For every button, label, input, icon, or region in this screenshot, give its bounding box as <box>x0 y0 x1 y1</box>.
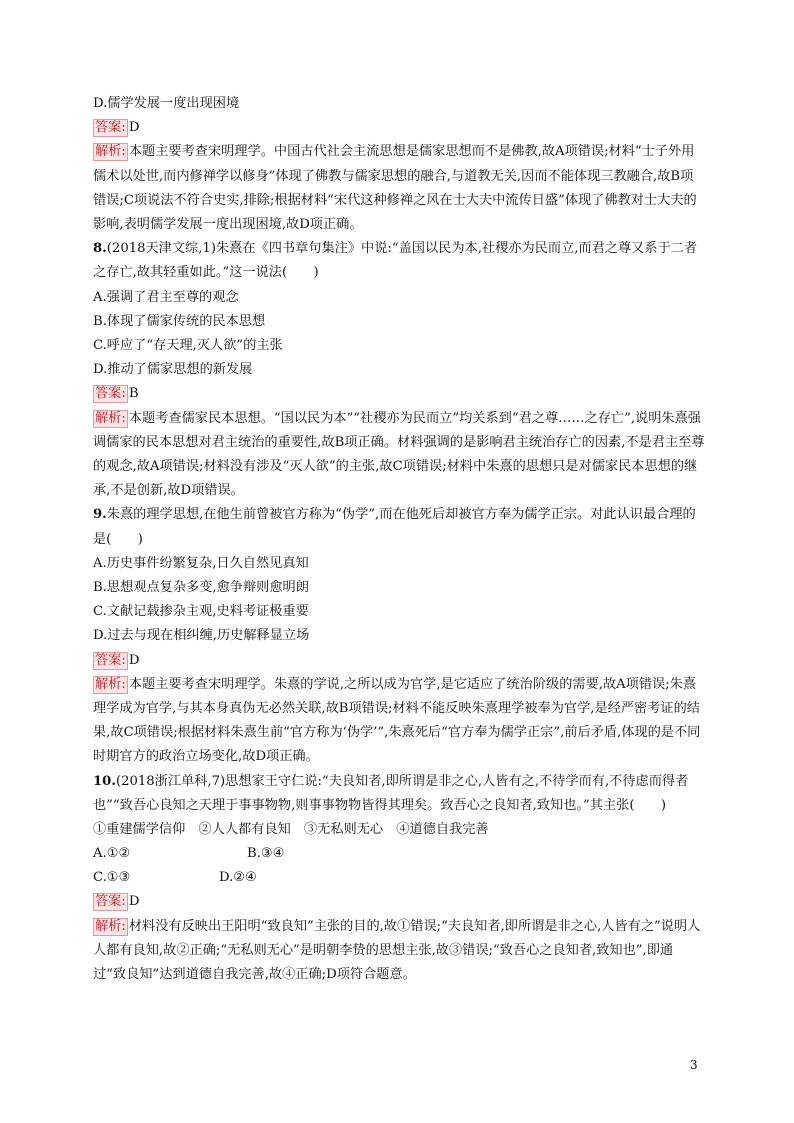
q9-answer <box>93 649 705 673</box>
answer-tag: 答案: <box>95 386 126 402</box>
q10-statements: ①重建儒学信仰 ②人人都有良知 ③无私则无心 ④道德自我完善 <box>93 821 489 837</box>
q8-option-b: B.体现了儒家传统的民本思想 <box>93 313 266 329</box>
answer-value: B <box>128 386 139 402</box>
analysis-tag: 解析: <box>95 918 126 934</box>
q9-option-b: B.思想观点复杂多变,愈争辩则愈明朗 <box>93 579 309 595</box>
q9-stem <box>93 503 705 551</box>
q7-analysis <box>93 140 705 237</box>
answer-tag: 答案: <box>95 120 126 136</box>
q10-option-b: B.③④ <box>247 846 285 862</box>
answer-value: D <box>128 120 140 136</box>
question-number: 10. <box>93 773 116 789</box>
question-number: 8. <box>93 241 107 257</box>
answer-value: D <box>128 894 140 910</box>
q10-option-d: D.②④ <box>219 870 257 886</box>
q8-stem <box>93 237 705 285</box>
q10-option-c: C.①③ <box>93 870 131 886</box>
analysis-text: 本题主要考查宋明理学。朱熹的学说,之所以成为官学,是它适应了统治阶级的需要,故A项错误;朱熹理学成为官学,与其本身真伪无必然关联,故B项错误;材料不能反映朱熹理学被奉为官学,是经严密考证的结果,故C项错误;根据材料朱熹生前“官方称为‘伪学’”,朱熹死后“官方奉为儒学正宗”,前后矛盾,体现的是不同时期官方的政治立场变化,故D项正确。 <box>93 676 701 765</box>
question-text: (2018天津文综,1)朱熹在《四书章句集注》中说:“盖国以民为本,社稷亦为民而立,而君之尊又系于二者之存亡,故其轻重如此。”这一说法( ) <box>93 241 698 281</box>
q9-option-c: C.文献记载掺杂主观,史料考证极重要 <box>93 604 309 620</box>
q7-answer <box>93 116 705 140</box>
document-page <box>93 92 705 987</box>
q10-options-cd <box>93 866 705 890</box>
q10-analysis <box>93 915 705 988</box>
answer-tag: 答案: <box>95 894 126 910</box>
q7-option-d: D.儒学发展一度出现困境 <box>93 96 240 111</box>
analysis-tag: 解析: <box>95 676 126 692</box>
q10-option-a: A.①② <box>93 846 131 862</box>
analysis-text: 本题考查儒家民本思想。“国以民为本”“社稷亦为民而立”均关系到“君之尊……之存亡”,说明朱熹强调儒家的民本思想对君主统治的重要性,故B项正确。材料强调的是影响君主统治存亡的因素,不是君主至尊的观念,故A项错误;材料没有涉及“灭人欲”的主张,故C项错误;材料中朱熹的思想只是对儒家民本思想的继承,不是创新,故D项错误。 <box>93 410 705 499</box>
analysis-tag: 解析: <box>95 144 126 160</box>
analysis-text: 材料没有反映出王阳明“致良知”主张的目的,故①错误;“夫良知者,即所谓是非之心,人皆有之”说明人人都有良知,故②正确;“无私则无心”是明朝李贽的思想主张,故③错误;“致吾心之良知者,致知也”,即通过“致良知”达到道德自我完善,故④正确;D项符合题意。 <box>93 918 701 983</box>
analysis-text: 本题主要考查宋明理学。中国古代社会主流思想是儒家思想而不是佛教,故A项错误;材料“士子外用儒术以处世,而内修禅学以修身”体现了佛教与儒家思想的融合,与道教无关,因而不能体现三教融合,故B项错误;C项说法不符合史实,排除;根据材料“宋代这种修禅之风在士大夫中流传日盛”体现了佛教对士大夫的影响,表明儒学发展一度出现困境,故D项正确。 <box>93 144 697 232</box>
q8-analysis <box>93 407 705 504</box>
q8-option-c: C.呼应了“存天理,灭人欲”的主张 <box>93 337 283 353</box>
q9-option-a: A.历史事件纷繁复杂,日久自然见真知 <box>93 555 309 571</box>
answer-tag: 答案: <box>95 652 126 668</box>
q10-options-ab <box>93 842 705 866</box>
q8-option-d: D.推动了儒家思想的新发展 <box>93 362 253 378</box>
analysis-tag: 解析: <box>95 410 126 426</box>
question-text: 朱熹的理学思想,在他生前曾被官方称为“伪学”,而在他死后却被官方奉为儒学正宗。对此认识最合理的是( ) <box>93 507 696 547</box>
question-number: 9. <box>93 507 107 523</box>
q9-analysis <box>93 673 705 770</box>
page-number: 3 <box>690 1058 698 1072</box>
answer-value: D <box>128 652 140 668</box>
q8-option-a: A.强调了君主至尊的观念 <box>93 289 239 305</box>
q9-option-d: D.过去与现在相纠缠,历史解释显立场 <box>93 628 310 644</box>
q8-answer <box>93 382 705 406</box>
q10-answer <box>93 890 705 914</box>
question-text: (2018浙江单科,7)思想家王守仁说:“夫良知者,即所谓是非之心,人皆有之,不待学而有,不待虑而得者也”“致吾心良知之天理于事事物物,则事事物物皆得其理矣。致吾心之良知者,致知也。”其主张( ) <box>93 773 689 813</box>
q10-stem <box>93 770 705 818</box>
